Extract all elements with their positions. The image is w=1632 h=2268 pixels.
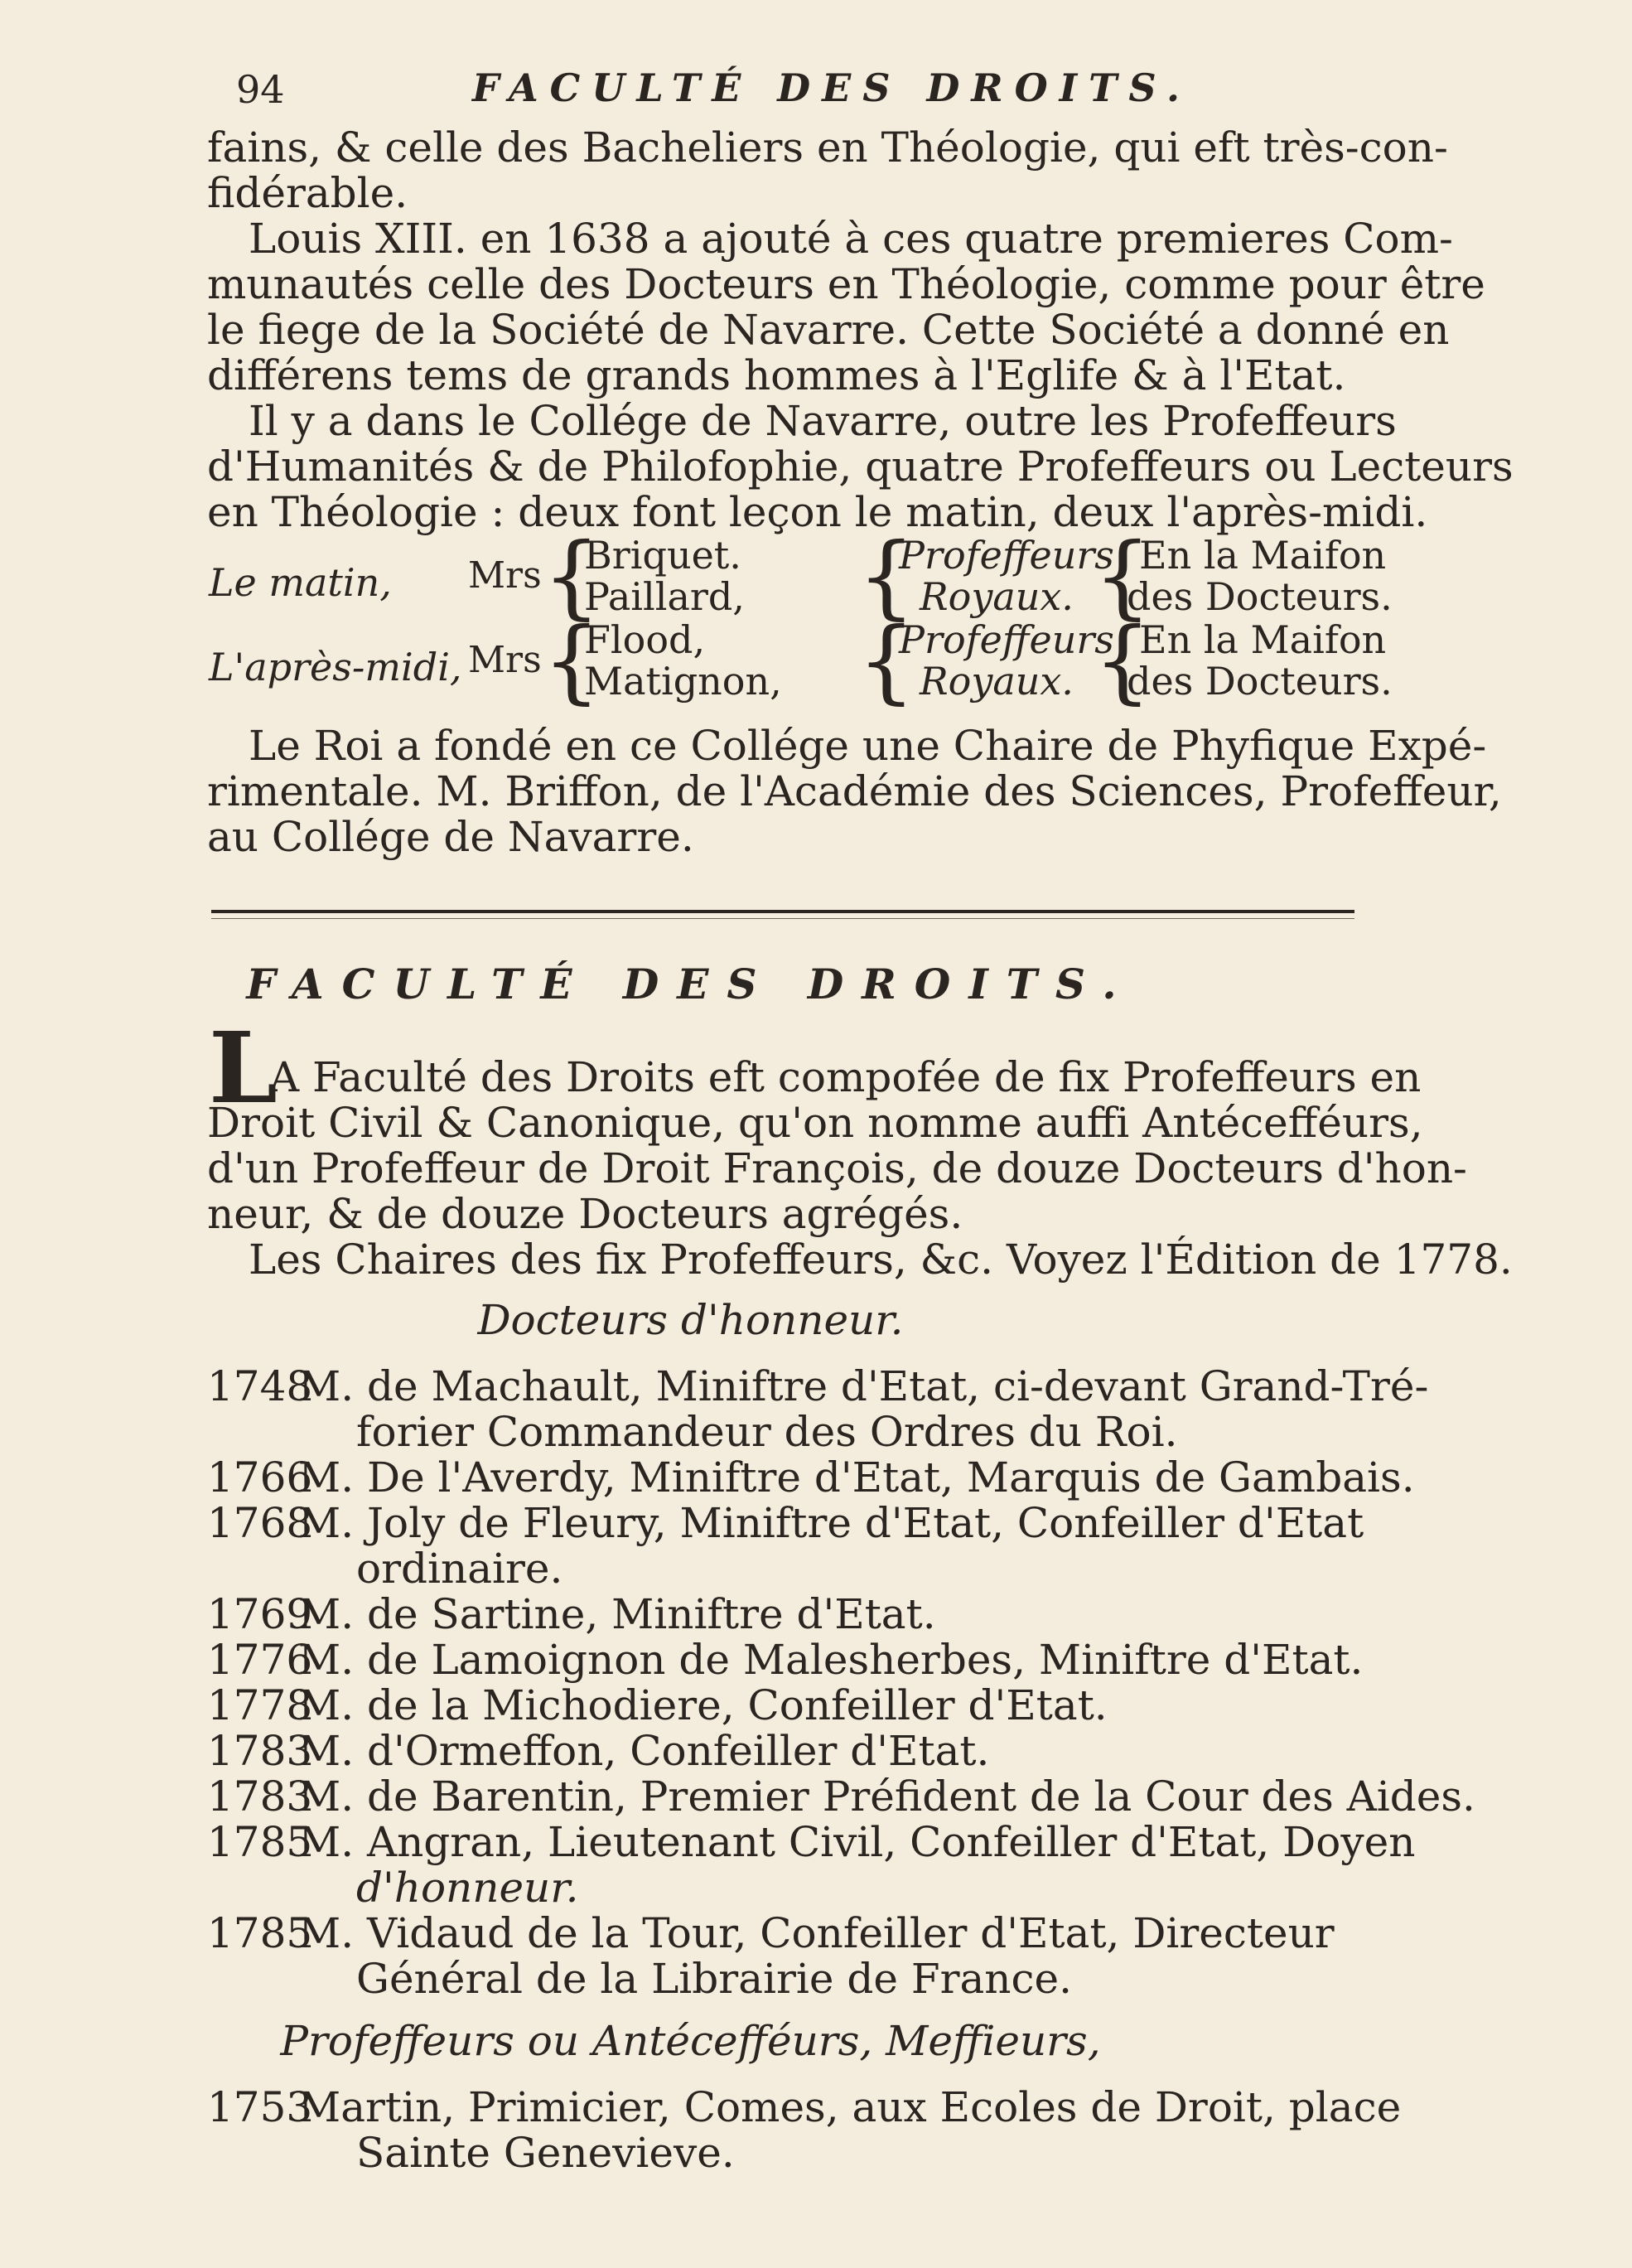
schedule-role: Profeffeurs [899,533,1114,578]
section-divider [211,910,1354,913]
text-line: au Collége de Navarre. [207,813,694,861]
schedule-role: Profeffeurs [899,617,1114,662]
schedule-role: Royaux. [920,574,1074,619]
schedule-name: Matignon, [584,659,782,704]
entry-text: M. Angran, Lieutenant Civil, Confeiller d'Etat, Doyen [298,1818,1416,1866]
brace: { [857,607,915,713]
entry-year: 1778 [207,1681,313,1729]
schedule-name: Paillard, [584,574,745,619]
subsection-heading: Docteurs d'honneur. [477,1296,904,1344]
entry-text: M. de Lamoignon de Malesherbes, Miniftre d'Etat. [298,1636,1364,1684]
brace: { [543,523,601,629]
text-line: le fiege de la Société de Navarre. Cette Société a donné en [207,306,1450,354]
text-line: Louis XIII. en 1638 a ajouté à ces quatre premieres Com- [249,215,1453,263]
schedule-time: L'après-midi, [209,645,462,689]
entry-text: M. Joly de Fleury, Miniftre d'Etat, Confeiller d'Etat [298,1499,1364,1547]
schedule-mrs: Mrs [468,639,542,681]
text-line: Droit Civil & Canonique, qu'on nomme auffi Antécefféurs, [207,1099,1423,1147]
text-line: munautés celle des Docteurs en Théologie, comme pour être [207,260,1485,308]
entry-text: Martin, Primicier, Comes, aux Ecoles de Droit, place [298,2083,1402,2131]
entry-text: forier Commandeur des Ordres du Roi. [356,1408,1178,1456]
entry-year: 1776 [207,1636,313,1684]
text-line: Il y a dans le Collége de Navarre, outre les Profeffeurs [249,397,1397,445]
schedule-name: Briquet. [584,533,741,578]
entry-text: Sainte Genevieve. [356,2129,735,2177]
section-title: FACULTÉ DES DROITS. [246,960,1135,1008]
section-divider-thin [211,918,1354,919]
entry-text: M. de Sartine, Miniftre d'Etat. [298,1590,936,1638]
text-line: A Faculté des Droits eft compofée de fix Profeffeurs en [269,1053,1422,1101]
entry-year: 1783 [207,1772,313,1821]
drop-cap: L [209,1010,278,1125]
schedule-role: Royaux. [920,659,1074,704]
brace: { [857,523,915,629]
running-title: FACULTÉ DES DROITS. [472,65,1191,110]
brace: { [1094,523,1152,629]
text-line: en Théologie : deux font leçon le matin, deux l'après-midi. [207,488,1428,536]
entry-text: Général de la Librairie de France. [356,1955,1072,2003]
brace: { [543,607,601,713]
subsection-heading: Profeffeurs ou Antécefféurs, Meffieurs, [280,2017,1101,2065]
entry-year: 1785 [207,1909,313,1957]
schedule-time: Le matin, [209,560,392,605]
entry-year: 1785 [207,1818,313,1866]
entry-text: M. d'Ormeffon, Confeiller d'Etat. [298,1727,990,1775]
text-line: neur, & de douze Docteurs agrégés. [207,1190,963,1238]
schedule-place: En la Maifon [1139,533,1387,578]
schedule-mrs: Mrs [468,554,542,597]
entry-text: M. de Machault, Miniftre d'Etat, ci-devant Grand-Tré- [298,1362,1429,1410]
schedule-place: En la Maifon [1139,617,1387,662]
entry-text: M. Vidaud de la Tour, Confeiller d'Etat, Directeur [298,1909,1335,1957]
entry-text: d'honneur. [356,1864,579,1912]
entry-year: 1768 [207,1499,313,1547]
entry-year: 1783 [207,1727,313,1775]
text-line: d'Humanités & de Philofophie, quatre Profeffeurs ou Lecteurs [207,442,1514,491]
text-line: fains, & celle des Bacheliers en Théologie, qui eft très-con- [207,123,1448,172]
text-line: fidérable. [207,169,408,217]
text-line: Le Roi a fondé en ce Collége une Chaire de Phyfique Expé- [249,722,1487,770]
page-number: 94 [236,67,285,112]
brace: { [1094,607,1152,713]
entry-text: M. De l'Averdy, Miniftre d'Etat, Marquis de Gambais. [298,1453,1415,1502]
text-line: différens tems de grands hommes à l'Eglife & à l'Etat. [207,351,1346,399]
entry-year: 1766 [207,1453,313,1502]
schedule-place: des Docteurs. [1127,574,1393,619]
entry-year: 1748 [207,1362,313,1410]
text-line: d'un Profeffeur de Droit François, de douze Docteurs d'hon- [207,1144,1467,1192]
text-line: Les Chaires des fix Profeffeurs, &c. Voyez l'Édition de 1778. [249,1236,1513,1284]
entry-year: 1769 [207,1590,313,1638]
schedule-name: Flood, [584,617,706,662]
entry-text: M. de la Michodiere, Confeiller d'Etat. [298,1681,1108,1729]
entry-text: M. de Barentin, Premier Préfident de la Cour des Aides. [298,1772,1475,1821]
entry-text: ordinaire. [356,1545,563,1593]
schedule-place: des Docteurs. [1127,659,1393,704]
entry-year: 1753 [207,2083,313,2131]
text-line: rimentale. M. Briffon, de l'Académie des Sciences, Profeffeur, [207,767,1502,815]
